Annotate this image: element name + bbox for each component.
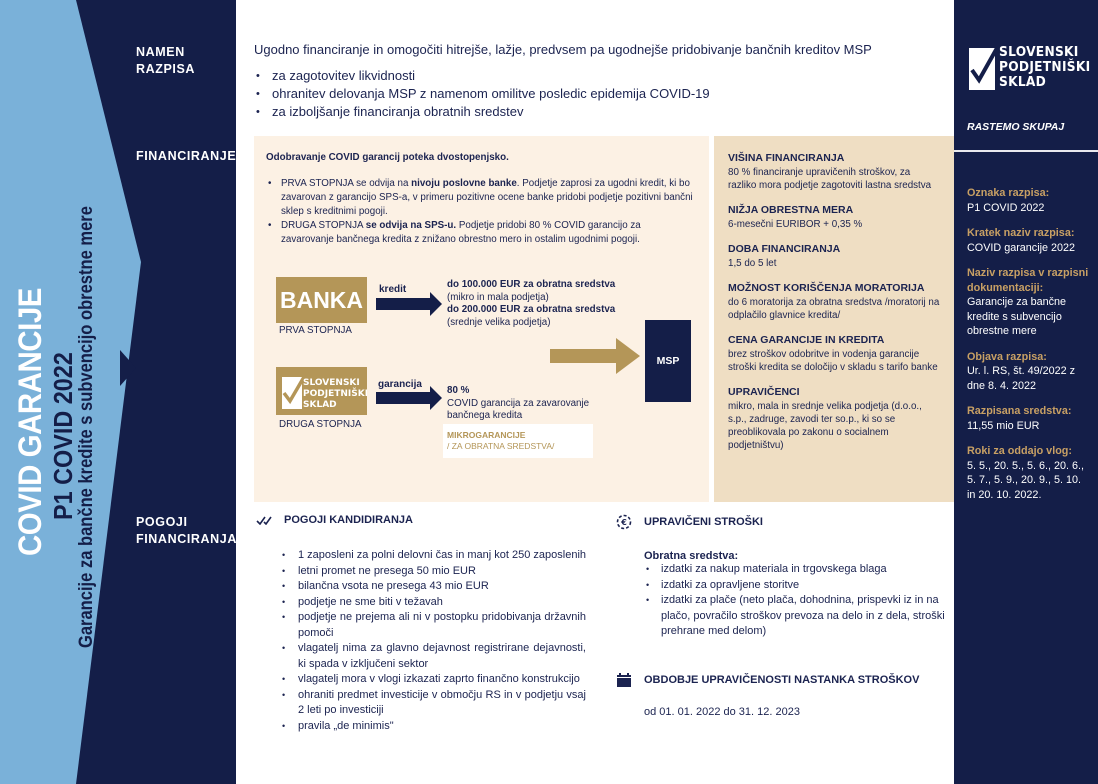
financing-panel [254,136,709,502]
info-item [728,204,940,231]
label-line: NAMEN [136,45,185,59]
info-text: 1,5 do 5 let [728,258,777,269]
label-line: RAZPISA [136,62,196,76]
text: PRVA STOPNJA se odvija na [281,178,412,189]
info-heading: NIŽJA OBRESTNA MERA [728,204,854,216]
arrow-gold-icon [550,338,640,374]
meta-label: Razpisana sredstva: [967,405,1072,417]
list-item: • za zagotovitev likvidnosti [254,67,944,85]
list-item [266,177,696,219]
conditions-section [256,514,586,734]
financing-title: Odobravanje COVID garancij poteka dvostopenjsko. [266,152,509,163]
logo-text [999,45,1090,90]
logo-line: SKLAD [303,400,337,410]
guarantee-text [447,385,617,423]
list-item: • vlagatelj mora v vlogi izkazati zaprto finančno konstrukcijo [282,672,586,688]
list-item: • vlagatelj nima za glavno dejavnost registrirane dejavnosti, ki spada v izključeni sektor [282,641,586,672]
list-item: • izdatki za opravljene storitve [644,578,946,594]
period-title: OBDOBJE UPRAVIČENOSTI NASTANKA STROŠKOV [644,674,920,686]
vertical-title [0,0,130,784]
label-pogoji-financiranja [136,514,237,548]
namen-section [254,42,944,121]
info-text: mikro, mala in srednje velika podjetja (d.o.o., s.p., zadruge, zavodi ter so.p., ki so se preoblikovala po zakonu o socialnem podjetništvu) [728,401,922,451]
credit-amounts [447,279,615,329]
right-sidebar [954,0,1098,784]
title-covid-garancije: COVID GARANCIJE [12,288,48,556]
svg-text:€: € [621,518,627,527]
arrow-right-icon [376,386,442,410]
list-item: • podjetje ne prejema ali ni v postopku pridobivanja državnih pomoči [282,610,586,641]
text: 80 % [447,385,470,396]
meta-item [967,266,1092,339]
list-item: • izdatki za plače (neto plača, dohodnina, prispevki iz in na plačo, povračilo stroškov prevoza na delo in z dela, stroški prehrane med delom) [644,593,946,640]
title-subtitle: Garancije za bančne kredite s subvencijo obrestne mere [76,206,97,648]
info-item [728,386,940,452]
period-section [616,672,946,718]
list-item: • podjetje ne sme biti v težavah [282,595,586,611]
arrow-label-kredit: kredit [379,284,407,295]
meta-label: Naziv razpisa v razpisni dokumentaciji: [967,267,1089,294]
info-item [728,334,940,374]
slogan: RASTEMO SKUPAJ [967,121,1065,133]
info-item [728,282,940,322]
info-text: 6-mesečni EURIBOR + 0,35 % [728,219,863,230]
conditions-title: POGOJI KANDIDIRANJA [284,514,413,526]
text: (mikro in mala podjetja) [447,291,549,303]
info-heading: MOŽNOST KORIŠČENJA MORATORIJA [728,282,925,294]
info-panel [714,136,954,502]
text: Podjetje pridobi 80 % COVID garancijo za zavarovanje bančnega kredita z znižano obrestno mero in ostalim ugodnimi pogoji. [281,220,641,245]
meta-label: Objava razpisa: [967,350,1047,363]
meta-value: 11,55 mio EUR [967,419,1040,432]
meta-value: COVID garancije 2022 [967,241,1076,254]
text: / ZA OBRATNA SREDSTVA/ [447,441,555,451]
meta-label: Kratek naziv razpisa: [967,227,1075,239]
checkmark-logo-icon [969,45,997,90]
costs-subtitle: Obratna sredstva: [644,550,739,562]
text: (srednje velika podjetja) [447,316,551,328]
step-label-first: PRVA STOPNJA [279,325,352,336]
list-item: • 1 zaposleni za polni delovni čas in manj kot 250 zaposlenih [282,548,586,564]
title-code: P1 COVID 2022 [48,352,78,520]
meta-item [967,350,1092,394]
info-heading: CENA GARANCIJE IN KREDITA [728,334,885,346]
list-item: • letni promet ne presega 50 mio EUR [282,564,586,580]
calendar-icon [616,672,638,688]
info-heading: UPRAVIČENCI [728,386,800,398]
sps-logo-box [276,367,367,415]
msp-box: MSP [645,320,691,402]
meta-label: Oznaka razpisa: [967,187,1050,199]
info-text: do 6 moratorija za obratna sredstva /moratorij na odplačilo glavnice kredita/ [728,297,940,321]
info-text: 80 % financiranje upravičenih stroškov, za razliko mora podjetje zagotoviti lastna sredstva [728,167,932,191]
label-financiranje: FINANCIRANJE [136,149,237,163]
text: DRUGA STOPNJA [281,220,366,231]
period-value: od 01. 01. 2022 do 31. 12. 2023 [644,706,800,718]
bank-box: BANKA [276,277,367,323]
meta-value: Garancije za bančne kredite s subvencijo obrestne mere [967,296,1067,337]
list-item: • pravila „de minimis" [282,719,586,735]
list-item: • ohranitev delovanja MSP z namenom omilitve posledic epidemija COVID-19 [254,85,944,103]
info-item [728,152,940,192]
text: MIKROGARANCIJE [447,430,526,440]
logo-line: PODJETNIŠKI [999,60,1091,75]
costs-list [616,562,946,640]
mikrogarancije-box [443,424,593,458]
sps-logo-icon [276,367,367,415]
meta-value: 5. 5., 20. 5., 5. 6., 20. 6., 5. 7., 5. 9., 20. 9., 5. 10. in 20. 10. 2022. [967,459,1085,501]
namen-lead: Ugodno financiranje in omogočiti hitrejše, lažje, predvsem pa ugodnejše pridobivanje bančnih kreditov MSP [254,42,872,57]
double-check-icon [256,515,278,525]
meta-item [967,404,1092,433]
list-item [266,219,696,247]
arrow-right-icon [376,292,442,316]
meta-value: Ur. l. RS, št. 49/2022 z dne 8. 4. 2022 [967,365,1076,392]
text: COVID garancija za zavarovanje bančnega kredita [447,397,590,421]
conditions-header [256,514,586,526]
info-heading: VIŠINA FINANCIRANJA [728,152,845,164]
text-bold: nivoju poslovne banke [411,178,517,189]
info-heading: DOBA FINANCIRANJA [728,243,841,255]
logo-line: PODJETNIŠKI [303,389,367,399]
text: do 100.000 EUR za obratna sredstva [447,279,616,290]
text: . Podjetje zaprosi za ugodni kredit, ki bo zavarovan z garancijo SPS-a, v primeru pozitivne ocene banke pridobi podjetje pozitivni bančni sklep s kreditnimi pogoji. [281,178,693,217]
arrow-label-garancija: garancija [378,379,422,390]
meta-value: P1 COVID 2022 [967,201,1045,214]
label-line: POGOJI [136,515,188,529]
logo-line: SKLAD [999,75,1047,90]
info-text: brez stroškov odobritve in vodenja garancije stroški kredita se določijo v skladu s tarifo banke [728,349,938,373]
meta-label: Roki za oddajo vlog: [967,445,1072,457]
text-bold: se odvija na SPS-u. [365,220,457,231]
divider [954,150,1098,152]
financing-intro [266,152,696,247]
namen-list [254,67,944,121]
list-item: • za izboljšanje financiranja obratnih sredstev [254,103,944,121]
info-item [728,243,940,270]
list-item: • izdatki za nakup materiala in trgovskega blaga [644,562,946,578]
step-label-second: DRUGA STOPNJA [279,419,362,430]
label-line: FINANCIRANJA [136,532,237,546]
sps-logo [969,45,1098,90]
meta-item [967,226,1092,255]
costs-header [616,514,946,530]
meta-item [967,444,1092,502]
call-metadata [967,186,1092,513]
list-item: • ohraniti predmet investicije v območju RS in v podjetju vsaj 2 leti po investiciji [282,688,586,719]
logo-line: SLOVENSKI [303,378,360,388]
period-header [616,672,946,688]
costs-title: UPRAVIČENI STROŠKI [644,516,763,528]
euro-circle-icon [616,514,638,530]
label-namen-razpisa [136,44,195,78]
text: do 200.000 EUR za obratna sredstva [447,304,616,315]
meta-item [967,186,1092,215]
list-item: • bilančna vsota ne presega 43 mio EUR [282,579,586,595]
conditions-list [256,548,586,734]
costs-section [616,514,946,640]
logo-line: SLOVENSKI [999,45,1079,60]
left-band [0,0,236,784]
